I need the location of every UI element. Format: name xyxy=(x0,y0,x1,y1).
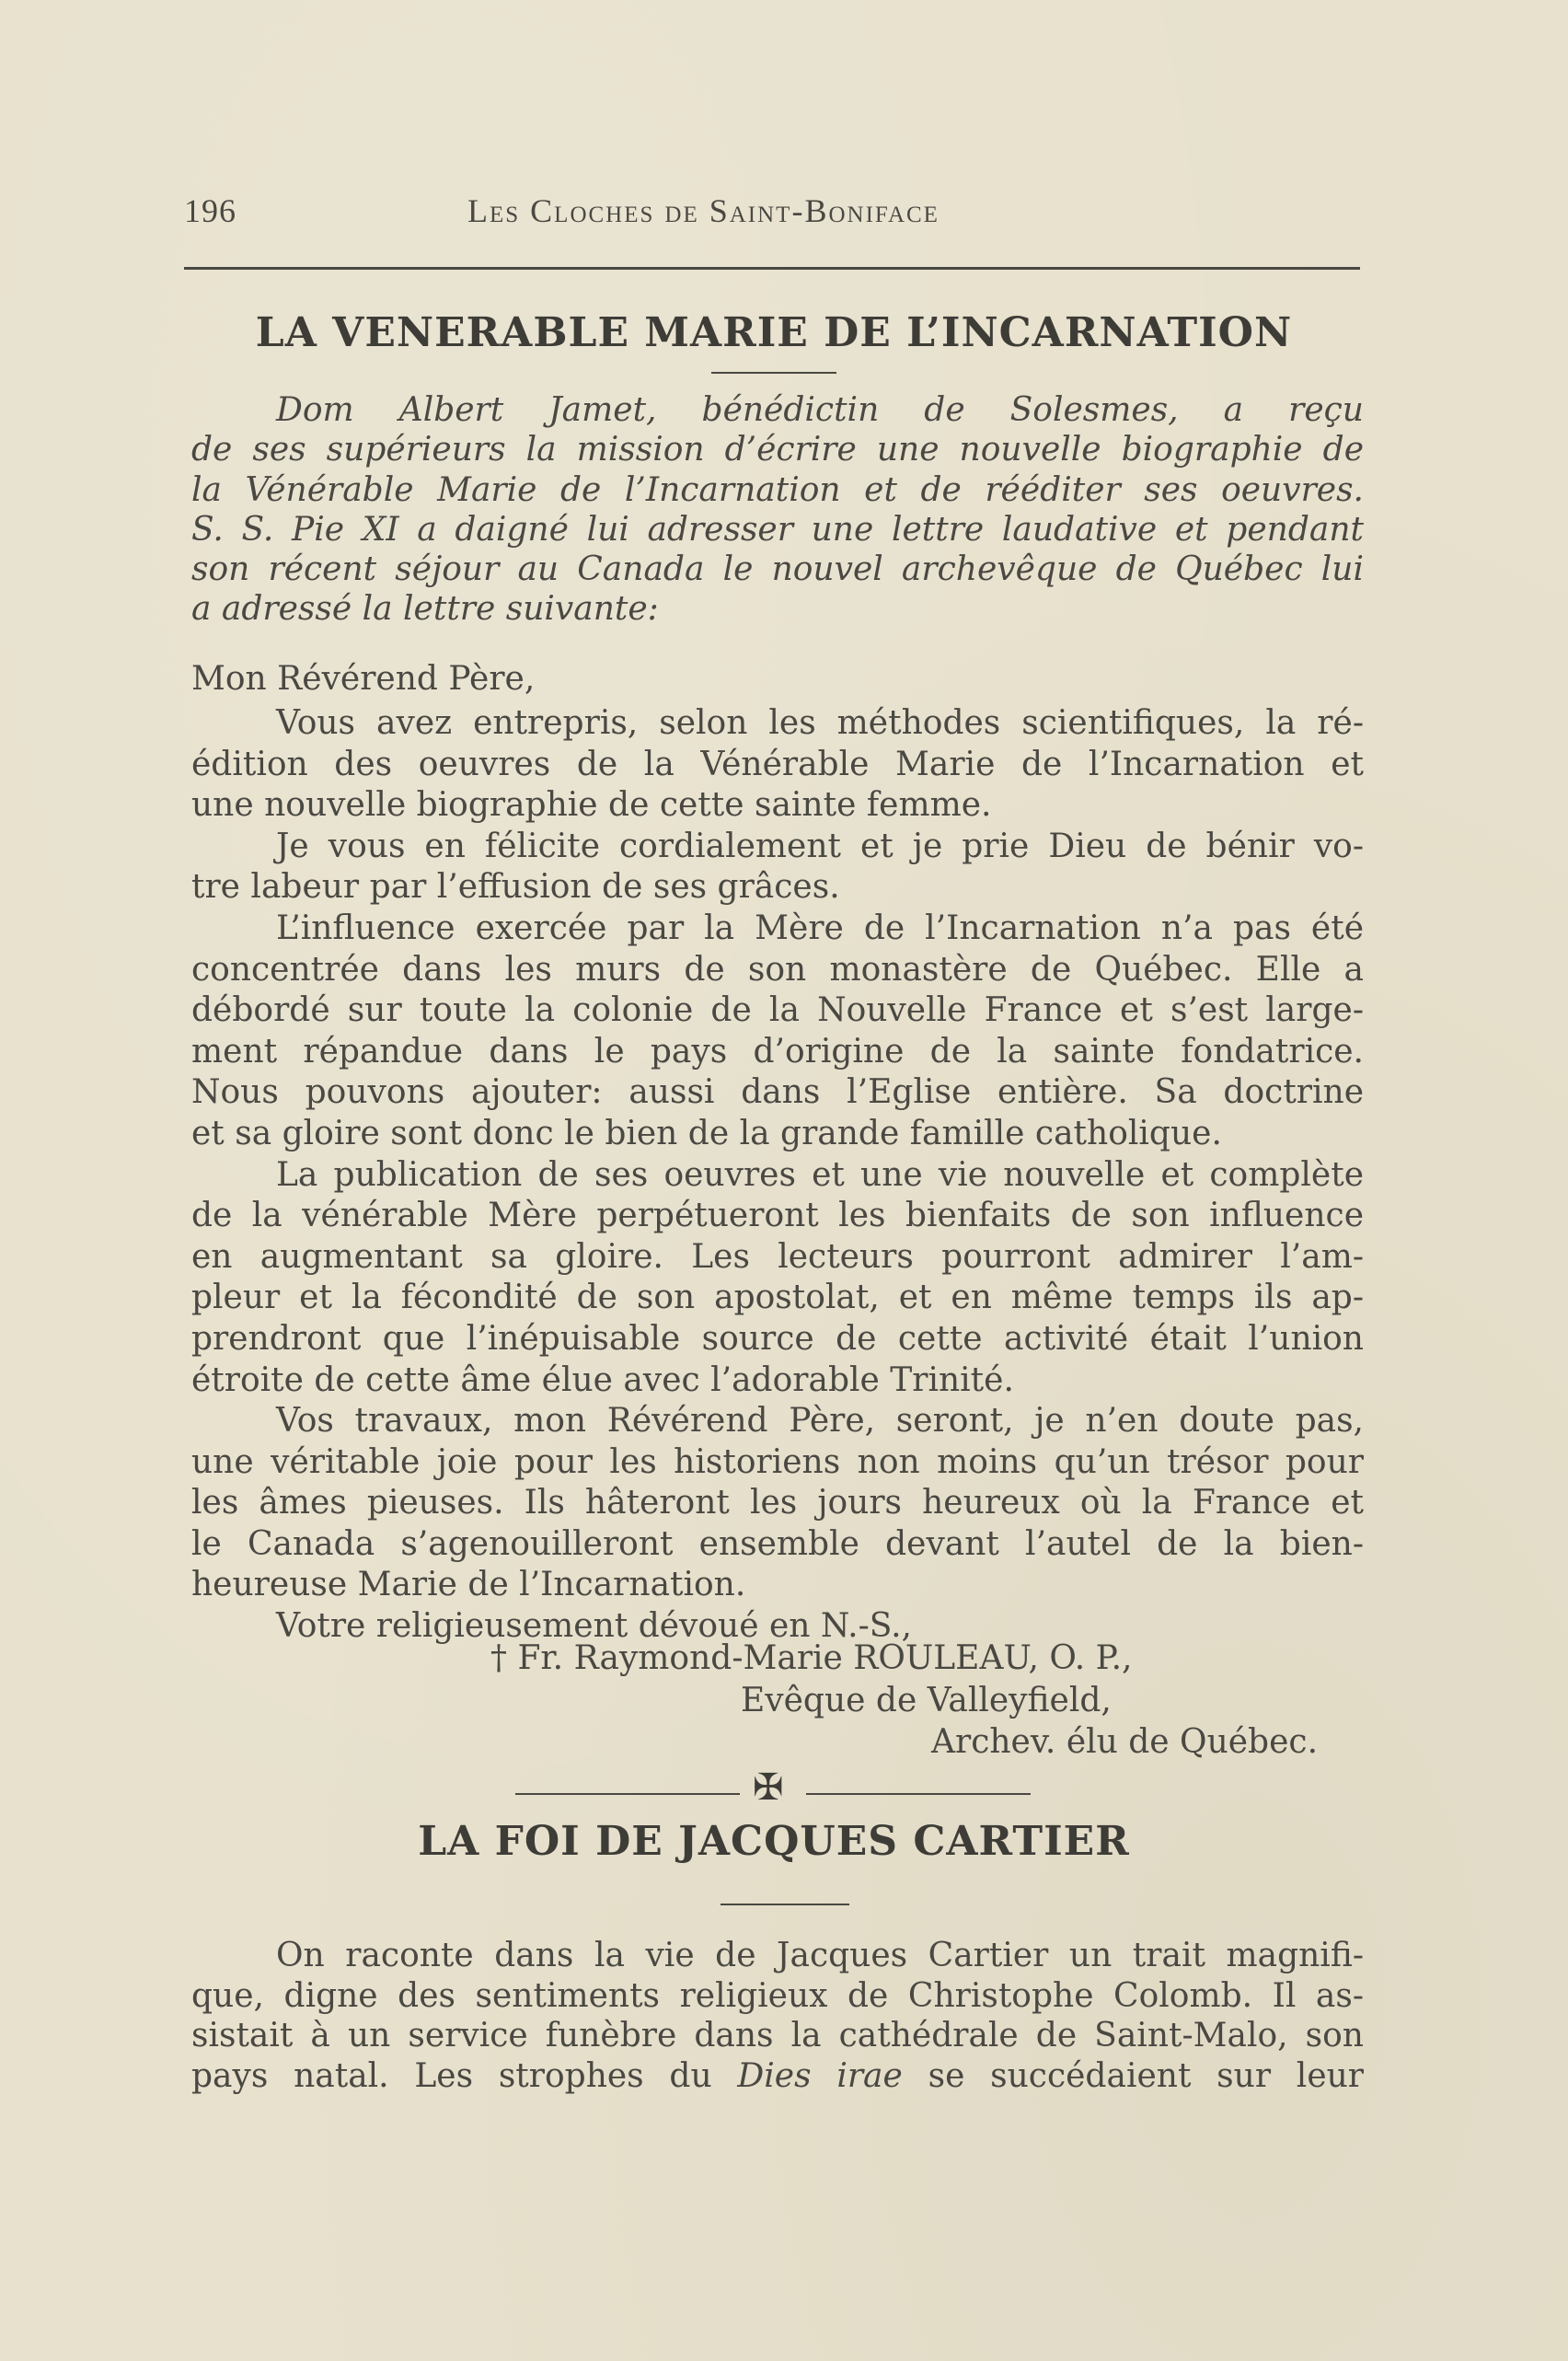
intro-line: Dom Albert Jamet, bénédictin de Solesmes, a reçu xyxy=(276,391,1364,429)
body-line xyxy=(191,2056,1364,2097)
body-line: que, digne des sentiments religieux de Christophe Colomb. Il as- xyxy=(191,1976,1364,2015)
letter-line: de la vénérable Mère perpétueront les bienfaits de son influence xyxy=(191,1197,1364,1235)
letter-line: Nous pouvons ajouter: aussi dans l’Eglise entière. Sa doctrine xyxy=(191,1073,1364,1112)
article-title: LA VENERABLE MARIE DE L’INCARNATION xyxy=(255,309,1293,356)
running-head xyxy=(184,191,1362,237)
signature-title: Archev. élu de Québec. xyxy=(931,1723,1319,1761)
letter-line: et sa gloire sont donc le bien de la grande famille catholique. xyxy=(191,1114,1222,1152)
running-title: Les Cloches de Saint-Boniface xyxy=(467,192,940,229)
line-text: pays natal. Les strophes du xyxy=(191,2056,738,2095)
intro-line: de ses supérieurs la mission d’écrire une nouvelle biographie de xyxy=(191,431,1364,469)
intro-line: a adressé la lettre suivante: xyxy=(191,590,659,629)
divider-line xyxy=(806,1793,1031,1795)
intro-line: la Vénérable Marie de l’Incarnation et de rééditer ses oeuvres. xyxy=(191,470,1364,509)
letter-line: une véritable joie pour les historiens non moins qu’un trésor pour xyxy=(191,1442,1364,1481)
letter-line: débordé sur toute la colonie de la Nouvelle France et s’est large- xyxy=(191,991,1364,1030)
letter-line: prendront que l’inépuisable source de cette activité était l’union xyxy=(191,1319,1364,1358)
page-number: 196 xyxy=(184,192,236,229)
article-body xyxy=(191,1936,1364,2096)
letter-line: concentrée dans les murs de son monastère de Québec. Elle a xyxy=(191,950,1364,989)
article-intro xyxy=(191,390,1364,630)
letter-line: édition des oeuvres de la Vénérable Marie de l’Incarnation et xyxy=(191,745,1364,783)
divider-line xyxy=(515,1793,740,1795)
letter-line: La publication de ses oeuvres et une vie nouvelle et complète xyxy=(276,1155,1364,1194)
cross-ornament-icon: ✠ xyxy=(753,1766,784,1809)
latin-phrase: Dies irae xyxy=(737,2056,903,2095)
body-line: sistait à un service funèbre dans la cathédrale de Saint-Malo, son xyxy=(191,2017,1364,2054)
header-rule xyxy=(184,267,1360,270)
letter-line: le Canada s’agenouilleront ensemble devant l’autel de la bien- xyxy=(191,1524,1364,1563)
letter-line: ment répandue dans le pays d’origine de la sainte fondatrice. xyxy=(191,1032,1364,1071)
letter-line: heureuse Marie de l’Incarnation. xyxy=(191,1566,746,1604)
letter-line: Vos travaux, mon Révérend Père, seront, je n’en doute pas, xyxy=(276,1402,1364,1441)
letter-line: étroite de cette âme élue avec l’adorable Trinité. xyxy=(191,1360,1014,1399)
intro-line: S. S. Pie XI a daigné lui adresser une lettre laudative et pendant xyxy=(191,510,1364,549)
body-line: On raconte dans la vie de Jacques Cartier un trait magnifi- xyxy=(276,1937,1364,1974)
section-divider xyxy=(515,1766,1031,1809)
letter-line: tre labeur par l’effusion de ses grâces. xyxy=(191,868,840,907)
article-title: LA FOI DE JACQUES CARTIER xyxy=(418,1818,1130,1865)
letter-salutation: Mon Révérend Père, xyxy=(191,660,536,698)
signature-title: Evêque de Valleyfield, xyxy=(741,1682,1112,1719)
letter-line: Je vous en félicite cordialement et je prie Dieu de bénir vo- xyxy=(276,827,1364,865)
letter-closing: Votre religieusement dévoué en N.-S., xyxy=(276,1607,912,1646)
intro-line: son récent séjour au Canada le nouvel archevêque de Québec lui xyxy=(191,550,1364,589)
letter-body xyxy=(191,703,1364,1648)
line-text: se succédaient sur leur xyxy=(902,2056,1365,2095)
letter-line: une nouvelle biographie de cette sainte femme. xyxy=(191,786,992,825)
letter-line: en augmentant sa gloire. Les lecteurs pourront admirer l’am- xyxy=(191,1237,1364,1276)
letter-line: les âmes pieuses. Ils hâteront les jours heureux où la France et xyxy=(191,1484,1364,1522)
letter-line: Vous avez entrepris, selon les méthodes scientifiques, la ré- xyxy=(276,704,1364,742)
title-underline xyxy=(721,1904,849,1905)
letter-line: pleur et la fécondité de son apostolat, et en même temps ils ap- xyxy=(191,1279,1364,1317)
signature-name: † Fr. Raymond-Marie ROULEAU, O. P., xyxy=(490,1639,1133,1677)
letter-line: L’influence exercée par la Mère de l’Incarnation n’a pas été xyxy=(276,909,1364,947)
title-underline xyxy=(711,372,836,374)
